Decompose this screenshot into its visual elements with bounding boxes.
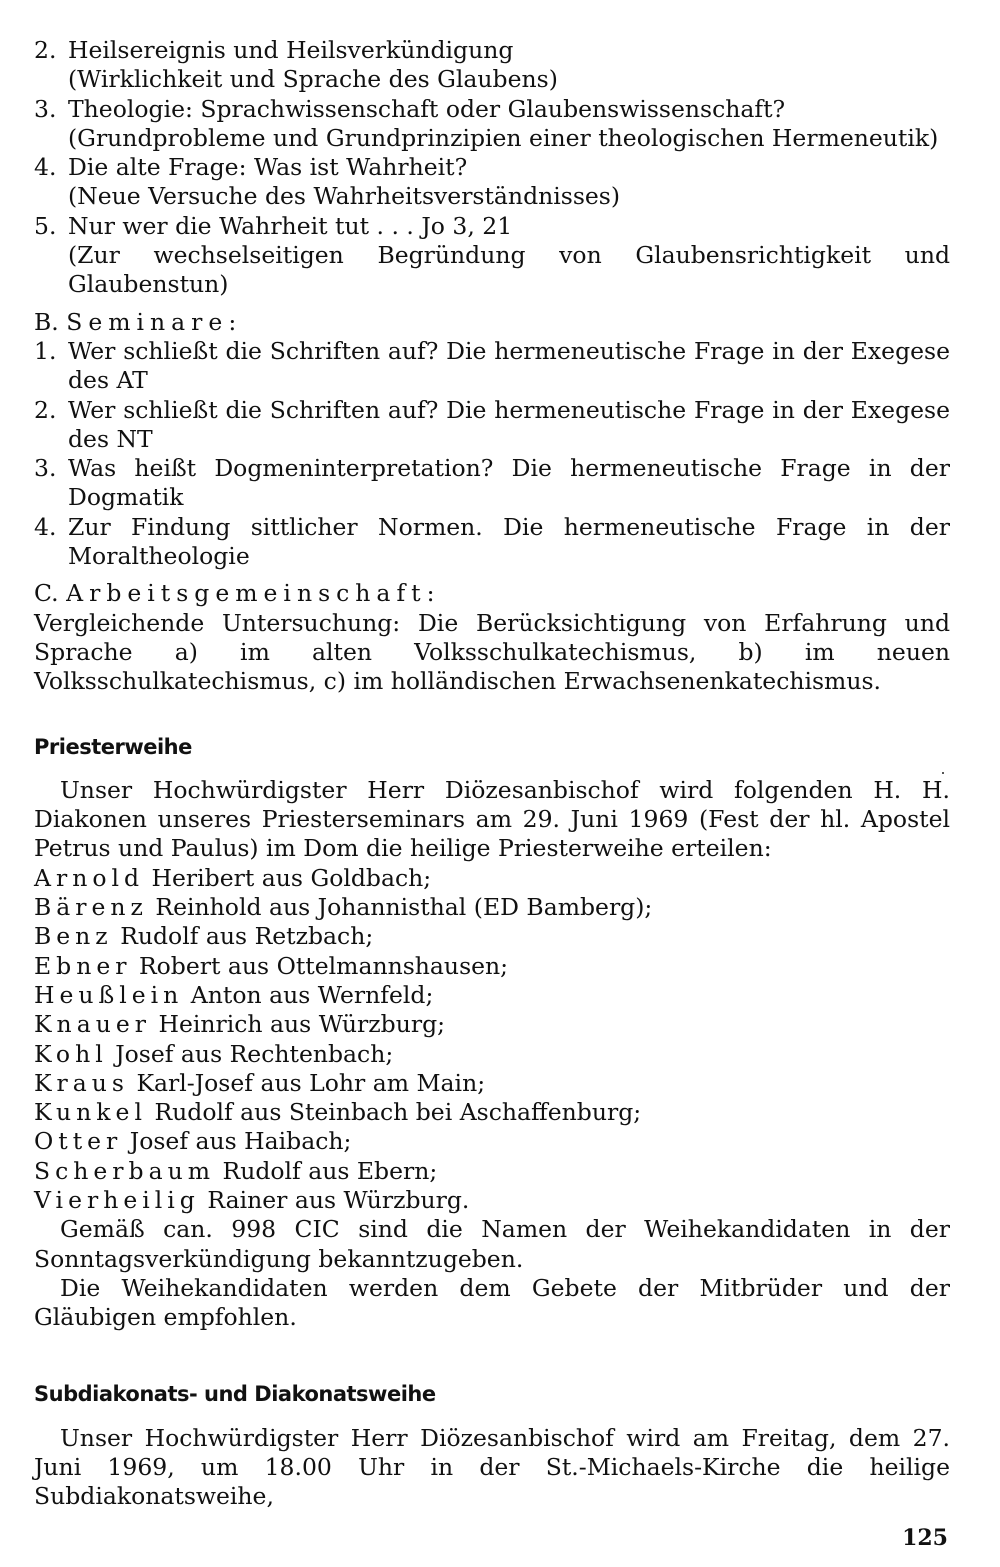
candidate-details: Heinrich aus Würzburg; xyxy=(158,1010,446,1039)
item-number: 2. xyxy=(34,395,57,424)
candidate-entry xyxy=(34,952,950,981)
priesterweihe-note: Gemäß can. 998 CIC sind die Namen der Weihekandidaten in der Sonntagsverkündigung bekanntzugeben. xyxy=(34,1215,950,1273)
priesterweihe-note: Die Weihekandidaten werden dem Gebete der Mitbrüder und der Gläubigen empfohlen. xyxy=(34,1273,950,1332)
candidate-details: Josef aus Rechtenbach; xyxy=(115,1039,394,1068)
item-number: 4. xyxy=(34,153,57,182)
item-title: Nur wer die Wahrheit tut . . . Jo 3, 21 xyxy=(68,211,513,240)
item-subtitle: (Neue Versuche des Wahrheitsverständnisses) xyxy=(68,182,621,211)
candidate-details: Rudolf aus Retzbach; xyxy=(120,922,374,951)
candidate-surname: Kohl xyxy=(34,1039,108,1068)
candidate-surname: Kraus xyxy=(34,1068,129,1097)
lecture-list xyxy=(34,36,950,300)
candidate-details: Rudolf aus Steinbach bei Aschaffenburg; xyxy=(154,1098,642,1127)
list-item xyxy=(34,513,950,572)
section-prefix: C. xyxy=(34,579,59,608)
candidate-surname: Otter xyxy=(34,1127,123,1156)
priesterweihe-intro: Unser Hochwürdigster Herr Diözesanbischof wird folgenden H. H. Diakonen unseres Priesterseminars am 29. Juni 1969 (Fest der hl. Apostel Petrus und Paulus) im Dom die heilige Priesterweihe erteilen: xyxy=(34,775,950,863)
section-title: Arbeitsgemeinschaft: xyxy=(66,579,441,608)
candidate-details: Josef aus Haibach; xyxy=(129,1127,352,1156)
candidate-surname: Knauer xyxy=(34,1010,151,1039)
item-text: Zur Findung sittlicher Normen. Die hermeneutische Frage in der Moraltheologie xyxy=(68,512,950,571)
page-number: 125 xyxy=(902,1525,948,1551)
item-subtitle: (Zur wechselseitigen Begründung von Glaubensrichtigkeit und Glaubenstun) xyxy=(68,241,950,299)
candidate-entry xyxy=(34,1157,950,1186)
priesterweihe-heading: Priesterweihe xyxy=(34,734,192,759)
candidate-entry xyxy=(34,1186,950,1215)
candidate-details: Karl-Josef aus Lohr am Main; xyxy=(136,1068,486,1097)
candidate-surname: Kunkel xyxy=(34,1098,147,1127)
candidate-details: Anton aus Wernfeld; xyxy=(190,980,434,1009)
candidate-surname: Vierheilig xyxy=(34,1185,200,1214)
candidate-entry xyxy=(34,1010,950,1039)
item-text: Was heißt Dogmeninterpretation? Die hermeneutische Frage in der Dogmatik xyxy=(68,454,950,512)
scan-speck xyxy=(942,772,944,774)
candidate-details: Reinhold aus Johannisthal (ED Bamberg); xyxy=(155,893,653,922)
list-item xyxy=(34,153,950,212)
candidate-entry xyxy=(34,981,950,1010)
item-number: 3. xyxy=(34,454,57,483)
candidate-entry xyxy=(34,1040,950,1069)
item-subtitle: (Grundprobleme und Grundprinzipien einer theologischen Hermeneutik) xyxy=(68,123,939,152)
list-item xyxy=(34,337,950,396)
item-number: 3. xyxy=(34,94,57,123)
list-item xyxy=(34,212,950,300)
item-title: Heilsereignis und Heilsverkündigung xyxy=(68,36,514,64)
item-number: 4. xyxy=(34,512,57,541)
list-item xyxy=(34,36,950,95)
document-page xyxy=(34,36,950,1512)
candidate-details: Rainer aus Würzburg. xyxy=(207,1185,470,1214)
arbeitsgemeinschaft-text: Vergleichende Untersuchung: Die Berücksichtigung von Erfahrung und Sprache a) im alten Volksschulkatechismus, b) im neuen Volksschulkatechismus, c) im holländischen Erwachsenenkatechismus. xyxy=(34,608,950,696)
item-text: Wer schließt die Schriften auf? Die hermeneutische Frage in der Exegese des AT xyxy=(68,336,950,395)
subdiakonat-heading: Subdiakonats- und Diakonatsweihe xyxy=(34,1382,436,1407)
item-title: Theologie: Sprachwissenschaft oder Glaubenswissenschaft? xyxy=(68,94,786,123)
candidate-entry xyxy=(34,893,950,922)
candidate-entry xyxy=(34,922,950,951)
arbeitsgemeinschaft-heading xyxy=(34,579,950,608)
list-item xyxy=(34,396,950,455)
candidate-surname: Benz xyxy=(34,922,113,951)
candidate-list xyxy=(34,864,950,1216)
candidate-surname: Scherbaum xyxy=(34,1156,216,1185)
candidate-surname: Ebner xyxy=(34,951,132,980)
candidate-details: Rudolf aus Ebern; xyxy=(222,1156,438,1185)
candidate-surname: Bärenz xyxy=(34,893,148,922)
candidate-entry xyxy=(34,864,950,893)
candidate-details: Robert aus Ottelmannshausen; xyxy=(138,951,509,980)
item-number: 5. xyxy=(34,211,57,240)
item-title: Die alte Frage: Was ist Wahrheit? xyxy=(68,153,468,182)
candidate-surname: Arnold xyxy=(34,863,145,892)
section-title: Seminare: xyxy=(66,307,243,336)
candidate-entry xyxy=(34,1069,950,1098)
seminare-list xyxy=(34,337,950,571)
seminare-heading xyxy=(34,308,950,337)
list-item xyxy=(34,95,950,154)
section-prefix: B. xyxy=(34,307,59,336)
candidate-entry xyxy=(34,1098,950,1127)
candidate-details: Heribert aus Goldbach; xyxy=(151,863,432,892)
subdiakonat-text: Unser Hochwürdigster Herr Diözesanbischof wird am Freitag, dem 27. Juni 1969, um 18.00 Uhr in der St.-Michaels-Kirche die heilige Subdiakonatsweihe, xyxy=(34,1423,950,1511)
item-subtitle: (Wirklichkeit und Sprache des Glaubens) xyxy=(68,65,558,94)
item-number: 2. xyxy=(34,36,57,64)
item-text: Wer schließt die Schriften auf? Die hermeneutische Frage in der Exegese des NT xyxy=(68,395,950,453)
list-item xyxy=(34,454,950,513)
candidate-entry xyxy=(34,1127,950,1156)
candidate-surname: Heußlein xyxy=(34,980,184,1009)
item-number: 1. xyxy=(34,336,57,365)
